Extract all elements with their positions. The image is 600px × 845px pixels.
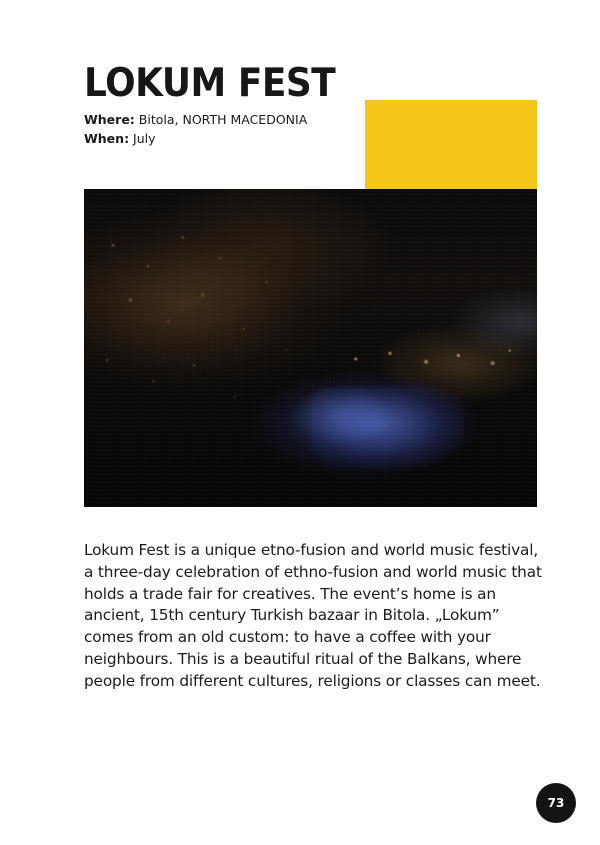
photo-grain-layer: [84, 189, 537, 507]
meta-row-where: [84, 110, 307, 129]
where-value: Bitola, NORTH MACEDONIA: [138, 112, 308, 127]
event-meta: [84, 110, 307, 149]
meta-row-when: [84, 129, 307, 148]
when-label: When:: [84, 131, 130, 147]
where-label: Where:: [84, 112, 135, 127]
page-title: LOKUM FEST: [84, 61, 336, 107]
when-value: July: [133, 131, 156, 147]
page-number-badge: 73: [536, 783, 576, 823]
festival-photo: [84, 189, 537, 507]
body-paragraph: Lokum Fest is a unique etno-fusion and world music festival, a three-day celebration of ethno-fusion and world music that holds a trade fair for creatives. The event’s home is an ancient, 15th century Turkish bazaar in Bitola. „Lokum” comes from an old custom: to have a coffee with your neighbours. This is a beautiful ritual of the Balkans, where people from different cultures, religions or classes can meet.: [84, 541, 542, 690]
